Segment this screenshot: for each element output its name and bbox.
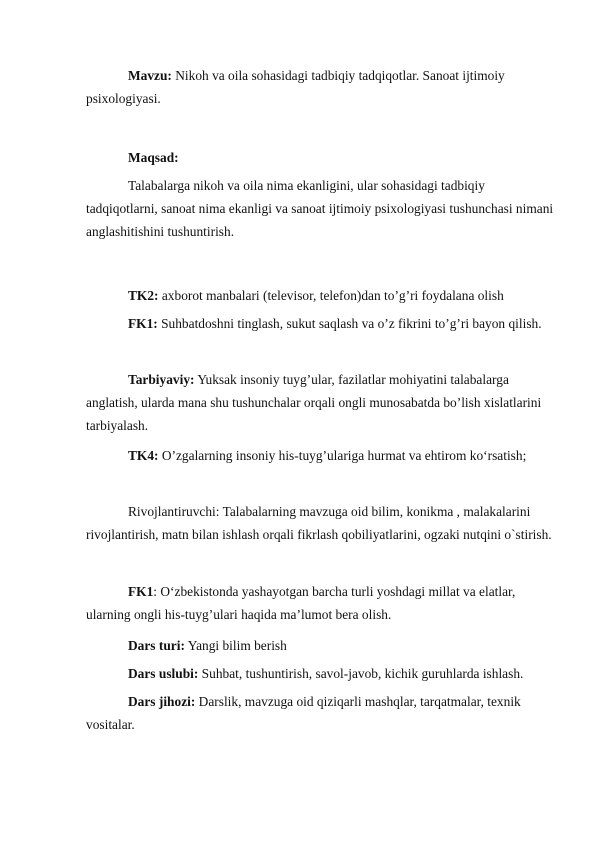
- topic-text: Nikoh va oila sohasidagi tadbiqiy tadqiqotlar. Sanoat ijtimoiy psixologiyasi.: [86, 68, 505, 106]
- developmental-text: Rivojlantiruvchi: Talabalarning mavzuga oid bilim, konikma , malakalarini rivojlantirish, matn bilan ishlash orqali fikrlash qobiliyatlarini, ogzaki nutqini o`stirish.: [86, 504, 552, 542]
- tk2-paragraph: [86, 284, 556, 307]
- fk1-label: FK1:: [128, 316, 158, 331]
- tk4-paragraph: [86, 444, 556, 467]
- goal-label: Maqsad:: [128, 150, 179, 165]
- lesson-type-label: Dars turi:: [128, 638, 185, 653]
- lesson-method-label: Dars uslubi:: [128, 666, 199, 681]
- fk1-second-label: FK1: [128, 584, 154, 599]
- lesson-type-text: Yangi bilim berish: [184, 638, 287, 653]
- topic-label: Mavzu:: [128, 68, 172, 83]
- lesson-type-paragraph: [86, 634, 556, 657]
- lesson-method-text: Suhbat, tushuntirish, savol-javob, kichik guruhlarda ishlash.: [198, 666, 524, 681]
- tk4-label: TK4:: [128, 448, 159, 463]
- fk1-second-paragraph: [86, 580, 556, 626]
- tk4-text: O’zgalarning insoniy his-tuyg’ulariga hurmat va ehtirom ko‘rsatish;: [158, 448, 527, 463]
- educational-label: Tarbiyaviy:: [128, 372, 195, 387]
- goal-paragraph: [86, 174, 556, 243]
- lesson-equipment-label: Dars jihozi:: [128, 694, 196, 709]
- tk2-label: TK2:: [128, 288, 159, 303]
- fk1-paragraph: [86, 312, 556, 335]
- lesson-equipment-paragraph: [86, 690, 556, 736]
- fk1-second-text: : O‘zbekistonda yashayotgan barcha turli yoshdagi millat va elatlar, ularning ongli his-tuyg’ulari haqida ma’lumot bera olish.: [86, 584, 516, 622]
- tk2-text: axborot manbalari (televisor, telefon)dan to’g’ri foydalana olish: [158, 288, 504, 303]
- educational-text: Yuksak insoniy tuyg’ular, fazilatlar mohiyatini talabalarga anglatish, ularda mana shu tushunchalar orqali ongli munosabatda bo’lish xislatlarini tarbiyalash.: [86, 372, 542, 433]
- topic-paragraph: [86, 64, 556, 110]
- goal-heading: [86, 146, 556, 169]
- fk1-text: Suhbatdoshni tinglash, sukut saqlash va o’z fikrini to’g’ri bayon qilish.: [157, 316, 542, 331]
- developmental-paragraph: [86, 500, 556, 546]
- goal-text: Talabalarga nikoh va oila nima ekanligini, ular sohasidagi tadbiqiy tadqiqotlarni, sanoat nima ekanligi va sanoat ijtimoiy psixologiyasi tushunchasi nimani anglashitishini tushuntirish.: [86, 178, 554, 239]
- educational-paragraph: [86, 368, 556, 437]
- lesson-method-paragraph: [86, 662, 556, 685]
- lesson-equipment-text: Darslik, mavzuga oid qiziqarli mashqlar, tarqatmalar, texnik vositalar.: [86, 694, 521, 732]
